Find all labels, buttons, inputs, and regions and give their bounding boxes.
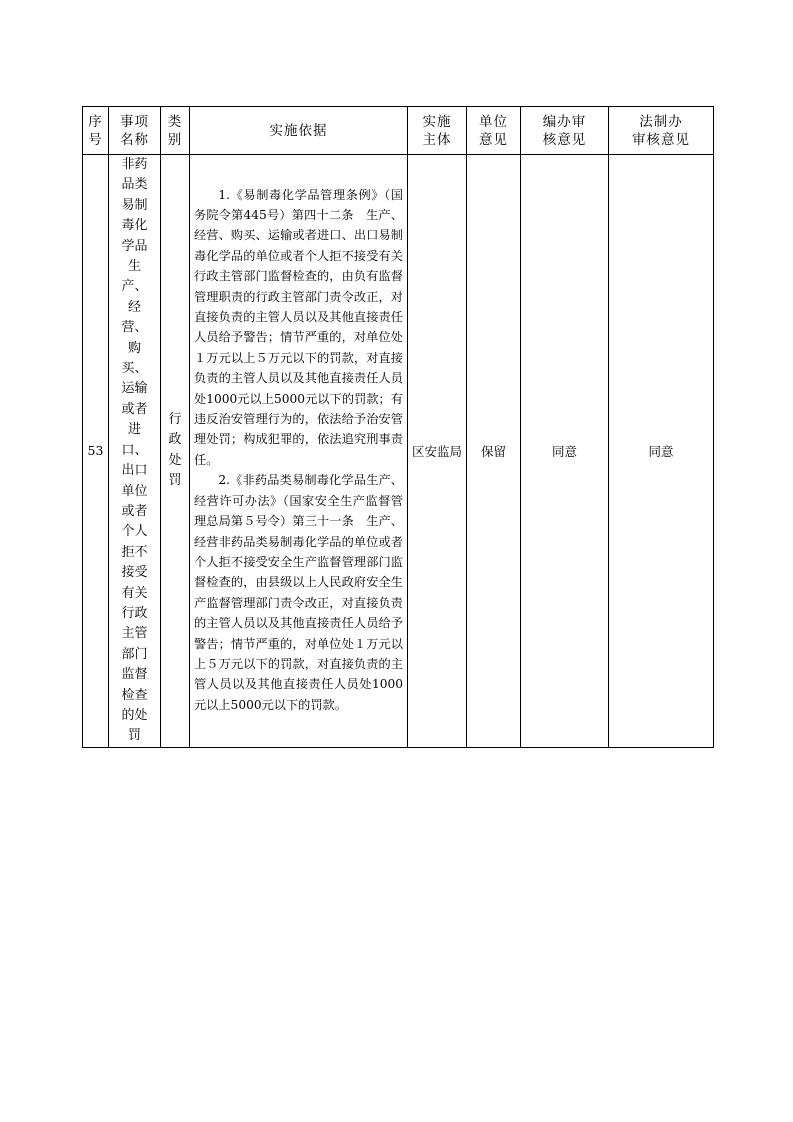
header-basis-label: 实施依据 — [269, 122, 328, 139]
row-editor-review: 同意 — [521, 155, 609, 748]
row-basis-cell — [190, 155, 408, 748]
row-no: 53 — [83, 155, 109, 748]
row-subject: 区安监局 — [408, 155, 467, 748]
header-subject-line1: 实施 — [422, 113, 452, 130]
row-legal-review: 同意 — [609, 155, 714, 748]
header-editor-review-line2: 核意见 — [542, 131, 587, 148]
row-name: 非药品类易制毒化学品生产、经营、购买、运输或者进口、出口单位或者个人拒不接受有关行政主管部门监督检查的处罚 — [121, 157, 148, 744]
row-category: 行政处罚 — [168, 412, 182, 489]
header-unit-opinion — [467, 107, 521, 155]
header-editor-review-line1: 编办审 — [542, 113, 587, 130]
header-no-line1: 序 — [88, 113, 103, 130]
header-basis — [190, 107, 408, 155]
header-category-line2: 别 — [167, 131, 183, 148]
header-no-line2: 号 — [88, 131, 103, 148]
row-unit-opinion: 保留 — [467, 155, 521, 748]
header-legal-review — [609, 107, 714, 155]
header-unit-opinion-line2: 意见 — [479, 131, 508, 148]
row-name-cell — [109, 155, 161, 748]
header-name-line1: 事项 — [120, 113, 149, 130]
header-legal-review-line2: 审核意见 — [632, 131, 690, 148]
header-category-line1: 类 — [167, 113, 183, 130]
approval-table — [82, 106, 714, 748]
basis-paragraph-2: 2.《非药品类易制毒化学品生产、经营许可办法》（国家安全生产监督管理总局第５号令）第三十一条 生产、经营非药品类易制毒化学品的单位或者个人拒不接受安全生产监督管理部门监督检查的，由县级以上人民政府安全生产监督管理部门责令改正，对直接负责的主管人员以及其他直接责任人员给予警告；情节严重的，对单位处１万元以上５万元以下的罚款，对直接负责的主管人员以及其他直接责任人员处1000元以上5000元以下的罚款。 — [194, 473, 403, 712]
header-subject — [408, 107, 467, 155]
basis-paragraph-1: 1.《易制毒化学品管理条例》（国务院令第445号）第四十二条 生产、经营、购买、运输或者进口、出口易制毒化学品的单位或者个人拒不接受有关行政主管部门监督检查的，由负有监督管理职责的行政主管部门责令改正，对直接负责的主管人员以及其他直接责任人员给予警告；情节严重的，对单位处１万元以上５万元以下的罚款，对直接负责的主管人员以及其他直接责任人员处1000元以上5000元以下的罚款；有违反治安管理行为的，依法给予治安管理处罚；构成犯罪的，依法追究刑事责任。 — [194, 187, 403, 467]
table-row — [83, 155, 714, 748]
header-subject-line2: 主体 — [422, 131, 452, 148]
header-unit-opinion-line1: 单位 — [479, 113, 508, 130]
row-basis — [190, 183, 407, 720]
header-category — [161, 107, 190, 155]
table-header — [83, 107, 714, 155]
header-editor-review — [521, 107, 609, 155]
row-category-cell — [161, 155, 190, 748]
header-name — [109, 107, 161, 155]
header-no — [83, 107, 109, 155]
header-name-line2: 名称 — [120, 131, 149, 148]
header-legal-review-line1: 法制办 — [639, 113, 683, 130]
